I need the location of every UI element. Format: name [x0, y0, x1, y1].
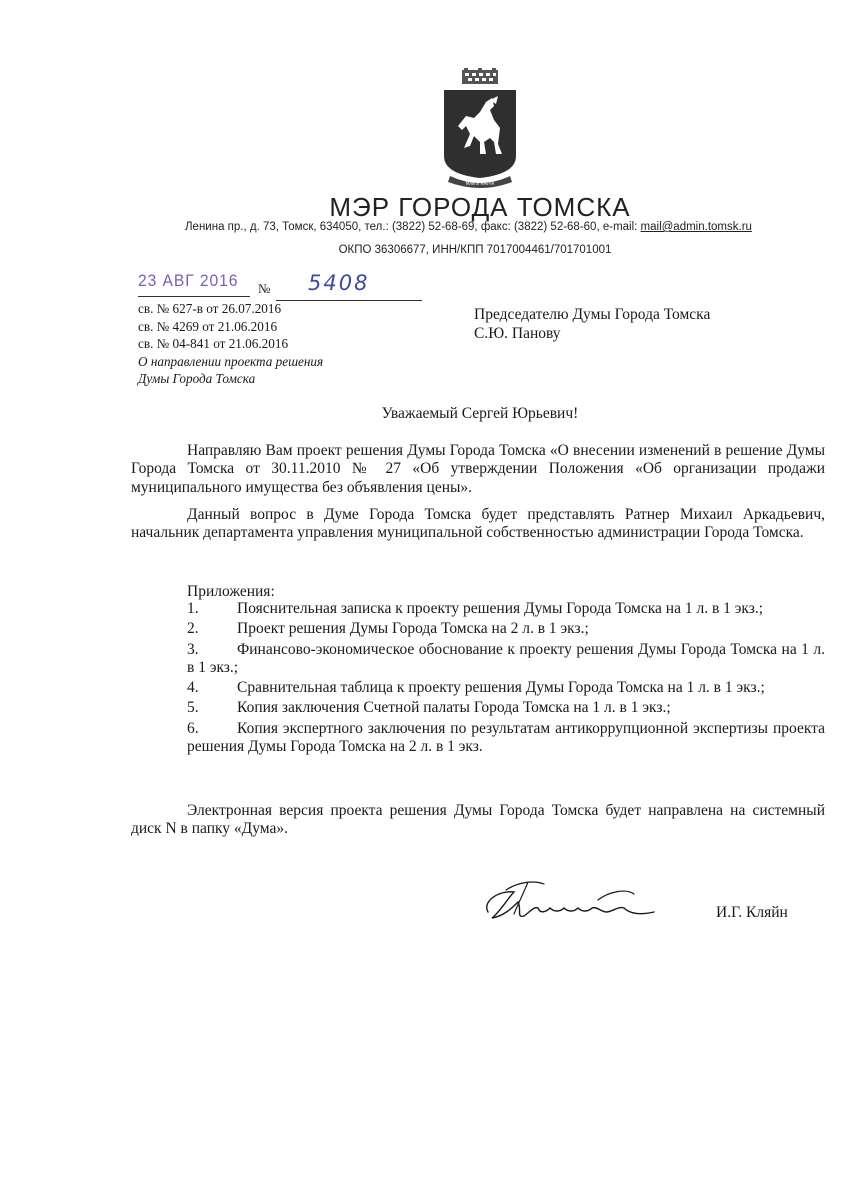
- salutation: Уважаемый Сергей Юрьевич!: [381, 405, 579, 422]
- subject-line: Думы Города Томска: [138, 371, 256, 386]
- attachment-item: [187, 720, 825, 757]
- tomsk-coat-of-arms-icon: [440, 68, 520, 190]
- address-line: [185, 221, 785, 233]
- paragraph-3: Электронная версия проекта решения Думы Города Томска будет направлена на системный диск N в папку «Дума».: [131, 802, 825, 838]
- address-text: Ленина пр., д. 73, Томск, 634050, тел.: (3822) 52-68-69, факс: (3822) 52-68-60, e-mail:: [185, 221, 641, 233]
- attachment-text: Финансово-экономическое обоснование к проекту решения Думы Города Томска на 1 л. в 1 экз.;: [187, 640, 825, 676]
- crest-motto: МАЙ И НАЕЧА: [465, 181, 495, 186]
- attachment-number: 1.: [187, 600, 199, 617]
- reference-block: [138, 300, 323, 388]
- attachment-text: Копия заключения Счетной палаты Города Томска на 1 л. в 1 экз.;: [237, 699, 671, 717]
- addressee-title: Председателю Думы Города Томска: [474, 306, 711, 323]
- subject-line: О направлении проекта решения: [138, 353, 324, 369]
- paragraph-1: Направляю Вам проект решения Думы Города Томска «О внесении изменений в решение Думы Города Томска от 30.11.2010 № 27 «Об утверждении Положения «Об организации продажи муниципального имущества без объявления цены».: [131, 442, 825, 496]
- attachment-number: 3.: [187, 640, 199, 658]
- attachment-number: 4.: [187, 679, 199, 697]
- organization-title: МЭР ГОРОДА ТОМСКА: [329, 192, 631, 222]
- okpo-line: ОКПО 36306677, ИНН/КПП 7017004461/701701001: [338, 244, 612, 256]
- attachment-text: Копия экспертного заключения по результатам антикоррупционной экспертизы проекта решения Думы Города Томска на 2 л. в 1 экз.: [187, 719, 825, 756]
- attachment-item: [187, 699, 825, 717]
- attachments-title: Приложения:: [187, 583, 275, 600]
- reference-line: св. № 4269 от 21.06.2016: [138, 318, 278, 334]
- attachment-text: Проект решения Думы Города Томска на 2 л. в 1 экз.;: [237, 620, 589, 638]
- email-link[interactable]: mail@admin.tomsk.ru: [640, 221, 752, 233]
- signer-name: И.Г. Кляйн: [716, 904, 788, 921]
- date-stamp: 23 АВГ 2016: [138, 271, 239, 290]
- reference-line: св. № 627-в от 26.07.2016: [138, 301, 282, 316]
- attachment-text: Пояснительная записка к проекту решения Думы Города Томска на 1 л. в 1 экз.;: [237, 600, 764, 617]
- outgoing-number: 5408: [308, 271, 370, 295]
- paragraph-2: Данный вопрос в Думе Города Томска будет представлять Ратнер Михаил Аркадьевич, начальник департамента управления муниципальной собственностью администрации Города Томска.: [131, 506, 825, 542]
- attachment-item: [187, 641, 825, 678]
- attachment-item: [187, 600, 825, 618]
- addressee-block: [474, 305, 710, 343]
- attachment-number: 6.: [187, 719, 199, 737]
- signature-icon: [478, 872, 668, 930]
- attachment-item: [187, 679, 825, 697]
- attachment-number: 2.: [187, 620, 199, 638]
- attachment-item: [187, 620, 825, 638]
- attachment-number: 5.: [187, 699, 199, 717]
- reference-line: св. № 04-841 от 21.06.2016: [138, 336, 289, 351]
- number-label: №: [258, 281, 271, 296]
- addressee-name: С.Ю. Панову: [474, 325, 561, 342]
- date-underline: [138, 296, 250, 297]
- attachments-list: [187, 600, 825, 758]
- attachment-text: Сравнительная таблица к проекту решения Думы Города Томска на 1 л. в 1 экз.;: [237, 679, 765, 697]
